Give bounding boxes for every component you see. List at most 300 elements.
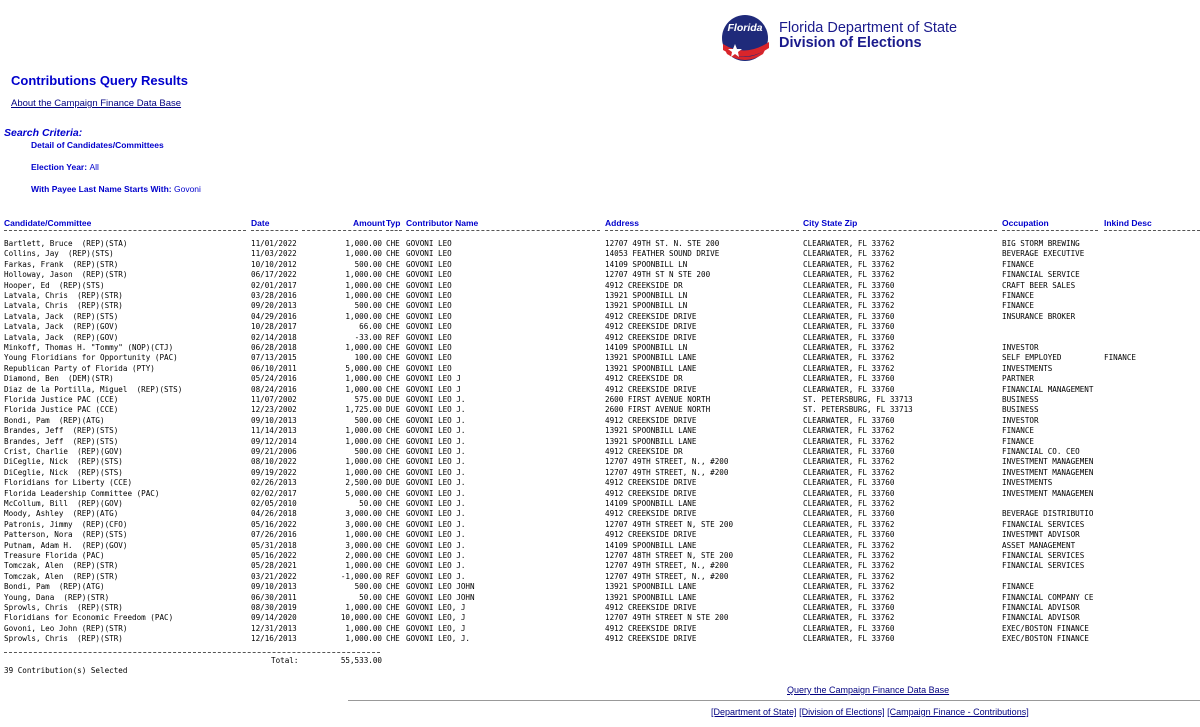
cell-amount: 2,500.00 xyxy=(345,478,382,488)
cell-occupation: INVESTMENTS xyxy=(1002,363,1053,373)
cell-occupation: FINANCE xyxy=(1002,259,1035,269)
col-header-contributor: Contributor Name xyxy=(406,218,479,228)
cell-city-state-zip: CLEARWATER, FL 33760 xyxy=(803,447,895,456)
page-title: Contributions Query Results xyxy=(11,73,188,88)
table-row xyxy=(0,301,1200,311)
cell-type: CHE xyxy=(386,384,400,394)
cell-type: CHE xyxy=(386,322,400,332)
table-row xyxy=(0,509,1200,519)
cell-candidate: Young Floridians for Opportunity (PAC) xyxy=(4,353,178,363)
footer-nav xyxy=(711,707,1029,717)
cell-candidate: Floridians for Liberty (CCE) xyxy=(4,478,133,488)
cell-candidate: Sprowls, Chris (REP)(STR) xyxy=(4,603,123,612)
header-divider xyxy=(1104,230,1200,231)
cell-city-state-zip: CLEARWATER, FL 33760 xyxy=(803,322,895,332)
cell-city-state-zip: CLEARWATER, FL 33762 xyxy=(803,363,895,373)
cell-date: 02/26/2013 xyxy=(251,478,297,488)
cell-occupation: FINANCIAL SERVICE xyxy=(1002,270,1080,280)
table-row xyxy=(0,416,1200,426)
cell-occupation: FINANCIAL MANAGEMENT xyxy=(1002,384,1094,394)
cell-date: 08/10/2022 xyxy=(251,457,297,467)
cell-contributor: GOVONI LEO JOHN xyxy=(406,592,475,602)
cell-city-state-zip: CLEARWATER, FL 33762 xyxy=(803,519,895,529)
cell-type: CHE xyxy=(386,582,400,592)
cell-date: 02/01/2017 xyxy=(251,280,297,290)
table-row xyxy=(0,624,1200,634)
header-divider xyxy=(4,230,246,231)
cell-address: 12707 49TH STREET N, STE 200 xyxy=(605,519,734,529)
cell-city-state-zip: CLEARWATER, FL 33762 xyxy=(803,561,895,571)
cell-city-state-zip: CLEARWATER, FL 33760 xyxy=(803,415,895,425)
cell-type: CHE xyxy=(386,519,400,529)
cell-contributor: GOVONI LEO xyxy=(406,343,452,352)
cell-address: 4912 CREEKSIDE DRIVE xyxy=(605,322,697,332)
cell-address: 12707 49TH STREET, N., #200 xyxy=(605,467,729,477)
florida-dos-logo xyxy=(717,14,957,64)
cell-contributor: GOVONI LEO xyxy=(406,270,452,280)
campaign-finance-contributions-link[interactable]: [Campaign Finance - Contributions] xyxy=(887,707,1029,717)
cell-type: DUE xyxy=(386,478,400,488)
cell-occupation: INVESTMNT ADVISOR xyxy=(1002,530,1080,540)
cell-date: 03/21/2022 xyxy=(251,571,297,581)
cell-city-state-zip: CLEARWATER, FL 33760 xyxy=(803,530,895,540)
cell-date: 02/05/2010 xyxy=(251,499,297,508)
cell-amount: 5,000.00 xyxy=(345,488,382,498)
cell-city-state-zip: CLEARWATER, FL 33762 xyxy=(803,301,895,311)
cell-contributor: GOVONI LEO J. xyxy=(406,499,466,508)
table-row xyxy=(0,561,1200,571)
division-name: Division of Elections xyxy=(779,35,922,51)
cell-date: 10/10/2012 xyxy=(251,259,297,269)
cell-contributor: GOVONI LEO J. xyxy=(406,540,466,550)
cell-contributor: GOVONI LEO J. xyxy=(406,509,466,519)
cell-date: 11/14/2013 xyxy=(251,426,297,436)
cell-address: 12707 49TH STREET N STE 200 xyxy=(605,613,729,623)
cell-candidate: Hooper, Ed (REP)(STS) xyxy=(4,280,105,290)
cell-address: 4912 CREEKSIDE DRIVE xyxy=(605,478,697,488)
col-header-occupation: Occupation xyxy=(1002,218,1049,228)
cell-occupation: BEVERAGE EXECUTIVE xyxy=(1002,249,1085,259)
cell-occupation: FINANCIAL COMPANY CE xyxy=(1002,592,1094,602)
cell-type: CHE xyxy=(386,239,400,248)
department-name: Florida Department of State xyxy=(779,20,958,36)
cell-date: 05/16/2022 xyxy=(251,551,297,560)
cell-type: CHE xyxy=(386,488,400,498)
cell-address: 14109 SPOONBILL LN xyxy=(605,343,688,352)
cell-contributor: GOVONI LEO J. xyxy=(406,478,466,488)
cell-amount: 3,000.00 xyxy=(345,519,382,529)
cell-amount: 1,000.00 xyxy=(345,374,382,384)
cell-address: 4912 CREEKSIDE DRIVE xyxy=(605,509,697,519)
cell-type: CHE xyxy=(386,249,400,259)
table-row xyxy=(0,343,1200,353)
cell-occupation: INSURANCE BROKER xyxy=(1002,311,1076,321)
table-row xyxy=(0,395,1200,405)
criteria-payee xyxy=(31,184,201,194)
cell-amount: -33.00 xyxy=(354,332,382,342)
cell-contributor: GOVONI LEO, J xyxy=(406,623,466,633)
cell-city-state-zip: CLEARWATER, FL 33760 xyxy=(803,311,895,321)
cell-amount: 575.00 xyxy=(354,395,382,404)
cell-type: CHE xyxy=(386,603,400,612)
cell-occupation: FINANCIAL SERVICES xyxy=(1002,519,1085,529)
cell-occupation: INVESTMENT MANAGEMEN xyxy=(1002,457,1094,467)
cell-candidate: Latvala, Jack (REP)(STS) xyxy=(4,311,119,321)
table-row xyxy=(0,385,1200,395)
payee-value: Govoni xyxy=(173,184,201,194)
table-row xyxy=(0,333,1200,343)
cell-contributor: GOVONI LEO J. xyxy=(406,436,466,446)
cell-address: 12707 49TH STREET, N., #200 xyxy=(605,561,729,571)
col-header-typ: Typ xyxy=(386,218,401,228)
cell-date: 11/01/2022 xyxy=(251,239,297,248)
cell-date: 12/16/2013 xyxy=(251,634,297,644)
cell-occupation: SELF EMPLOYED xyxy=(1002,353,1062,363)
cell-address: 13921 SPOONBILL LANE xyxy=(605,426,697,436)
cell-occupation: ASSET MANAGEMENT xyxy=(1002,540,1076,550)
cell-amount: 500.00 xyxy=(354,582,382,592)
cell-type: CHE xyxy=(386,447,400,456)
cell-address: 4912 CREEKSIDE DR xyxy=(605,374,683,384)
table-row xyxy=(0,239,1200,249)
cell-contributor: GOVONI LEO xyxy=(406,259,452,269)
cell-contributor: GOVONI LEO, J. xyxy=(406,634,471,644)
cell-amount: 3,000.00 xyxy=(345,509,382,519)
cell-candidate: Brandes, Jeff (REP)(STS) xyxy=(4,426,119,436)
cell-type: CHE xyxy=(386,457,400,467)
table-row xyxy=(0,489,1200,499)
table-row xyxy=(0,353,1200,363)
table-row xyxy=(0,468,1200,478)
table-row xyxy=(0,582,1200,592)
header-divider xyxy=(1002,230,1098,231)
cell-amount: 1,000.00 xyxy=(345,561,382,571)
cell-amount: 1,725.00 xyxy=(345,405,382,415)
cell-city-state-zip: CLEARWATER, FL 33760 xyxy=(803,332,895,342)
cell-amount: 500.00 xyxy=(354,301,382,311)
cell-contributor: GOVONI LEO J. xyxy=(406,426,466,436)
cell-amount: 5,000.00 xyxy=(345,363,382,373)
cell-occupation: FINANCE xyxy=(1002,436,1035,446)
cell-candidate: Latvala, Jack (REP)(GOV) xyxy=(4,322,119,332)
cell-date: 05/28/2021 xyxy=(251,561,297,571)
cell-candidate: Patterson, Nora (REP)(STS) xyxy=(4,530,128,540)
criteria-detail: Detail of Candidates/Committees xyxy=(31,140,164,150)
table-row xyxy=(0,613,1200,623)
table-row xyxy=(0,457,1200,467)
search-criteria-heading: Search Criteria: xyxy=(4,127,83,139)
cell-address: 14053 FEATHER SOUND DRIVE xyxy=(605,249,720,259)
cell-city-state-zip: CLEARWATER, FL 33762 xyxy=(803,499,895,508)
cell-contributor: GOVONI LEO J. xyxy=(406,488,466,498)
cell-occupation: CRAFT BEER SALES xyxy=(1002,280,1076,290)
cell-city-state-zip: CLEARWATER, FL 33760 xyxy=(803,509,895,519)
cell-contributor: GOVONI LEO xyxy=(406,363,452,373)
cell-candidate: Bondi, Pam (REP)(ATG) xyxy=(4,415,105,425)
cell-candidate: Holloway, Jason (REP)(STR) xyxy=(4,270,128,280)
table-row xyxy=(0,364,1200,374)
cell-contributor: GOVONI LEO xyxy=(406,332,452,342)
cell-amount: 1,000.00 xyxy=(345,623,382,633)
cell-amount: 3,000.00 xyxy=(345,540,382,550)
criteria-election-year xyxy=(31,162,99,172)
cell-occupation: INVESTMENT MANAGEMEN xyxy=(1002,467,1094,477)
cell-date: 07/26/2016 xyxy=(251,530,297,540)
cell-occupation: BUSINESS xyxy=(1002,395,1039,404)
cell-candidate: Treasure Florida (PAC) xyxy=(4,551,105,560)
cell-city-state-zip: CLEARWATER, FL 33762 xyxy=(803,249,895,259)
cell-occupation: FINANCIAL SERVICES xyxy=(1002,561,1085,571)
cell-occupation: INVESTMENT MANAGEMEN xyxy=(1002,488,1094,498)
cell-occupation: INVESTOR xyxy=(1002,343,1039,352)
cell-amount: 10,000.00 xyxy=(340,613,382,623)
cell-city-state-zip: CLEARWATER, FL 33762 xyxy=(803,571,895,581)
cell-occupation: INVESTOR xyxy=(1002,415,1039,425)
col-header-inkind: Inkind Desc xyxy=(1104,218,1152,228)
cell-type: CHE xyxy=(386,592,400,602)
cell-address: 2600 FIRST AVENUE NORTH xyxy=(605,395,711,404)
cell-city-state-zip: CLEARWATER, FL 33762 xyxy=(803,467,895,477)
cell-city-state-zip: CLEARWATER, FL 33762 xyxy=(803,426,895,436)
cell-city-state-zip: CLEARWATER, FL 33760 xyxy=(803,374,895,384)
cell-type: CHE xyxy=(386,426,400,436)
table-row xyxy=(0,593,1200,603)
header-divider xyxy=(605,230,799,231)
cell-date: 06/10/2011 xyxy=(251,363,297,373)
cell-amount: 1,000.00 xyxy=(345,384,382,394)
cell-address: 13921 SPOONBILL LN xyxy=(605,291,688,300)
cell-occupation: EXEC/BOSTON FINANCE xyxy=(1002,634,1089,644)
cell-occupation: BEVERAGE DISTRIBUTIO xyxy=(1002,509,1094,519)
cell-city-state-zip: CLEARWATER, FL 33760 xyxy=(803,634,895,644)
cell-contributor: GOVONI LEO xyxy=(406,249,452,259)
cell-address: 4912 CREEKSIDE DRIVE xyxy=(605,530,697,540)
cell-type: CHE xyxy=(386,311,400,321)
cell-candidate: Young, Dana (REP)(STR) xyxy=(4,592,110,602)
footer-divider xyxy=(348,700,1200,701)
table-row xyxy=(0,437,1200,447)
cell-candidate: Minkoff, Thomas H. "Tommy" (NOP)(CTJ) xyxy=(4,343,174,352)
cell-amount: 50.00 xyxy=(359,499,382,508)
cell-address: 4912 CREEKSIDE DRIVE xyxy=(605,415,697,425)
department-of-state-link[interactable]: [Department of State] xyxy=(711,707,797,717)
cell-city-state-zip: CLEARWATER, FL 33762 xyxy=(803,592,895,602)
cell-candidate: Florida Justice PAC (CCE) xyxy=(4,405,119,415)
cell-type: CHE xyxy=(386,291,400,300)
cell-address: 13921 SPOONBILL LN xyxy=(605,301,688,311)
cell-city-state-zip: CLEARWATER, FL 33760 xyxy=(803,280,895,290)
cell-contributor: GOVONI LEO J. xyxy=(406,405,466,415)
cell-amount: 500.00 xyxy=(354,259,382,269)
cell-occupation: PARTNER xyxy=(1002,374,1035,384)
cell-candidate: Moody, Ashley (REP)(ATG) xyxy=(4,509,119,519)
cell-city-state-zip: CLEARWATER, FL 33760 xyxy=(803,384,895,394)
cell-candidate: Bartlett, Bruce (REP)(STA) xyxy=(4,239,128,248)
cell-occupation: BIG STORM BREWING xyxy=(1002,239,1080,248)
cell-amount: 500.00 xyxy=(354,415,382,425)
cell-occupation: INVESTMENTS xyxy=(1002,478,1053,488)
col-header-candidate: Candidate/Committee xyxy=(4,218,92,228)
cell-address: 2600 FIRST AVENUE NORTH xyxy=(605,405,711,415)
cell-type: CHE xyxy=(386,499,400,508)
cell-address: 4912 CREEKSIDE DRIVE xyxy=(605,488,697,498)
cell-contributor: GOVONI LEO J. xyxy=(406,415,466,425)
cell-amount: 1,000.00 xyxy=(345,280,382,290)
cell-candidate: Farkas, Frank (REP)(STR) xyxy=(4,259,119,269)
cell-contributor: GOVONI LEO J. xyxy=(406,467,466,477)
total-value: 55,533.00 xyxy=(340,656,382,665)
cell-date: 02/02/2017 xyxy=(251,488,297,498)
cell-city-state-zip: CLEARWATER, FL 33760 xyxy=(803,478,895,488)
cell-address: 12707 49TH ST. N. STE 200 xyxy=(605,239,720,248)
cell-contributor: GOVONI LEO J. xyxy=(406,519,466,529)
table-row xyxy=(0,541,1200,551)
cell-address: 12707 49TH STREET, N., #200 xyxy=(605,571,729,581)
query-database-link[interactable]: Query the Campaign Finance Data Base xyxy=(787,685,950,695)
cell-type: CHE xyxy=(386,634,400,644)
cell-type: CHE xyxy=(386,259,400,269)
cell-candidate: Latvala, Chris (REP)(STR) xyxy=(4,301,123,311)
cell-occupation: FINANCE xyxy=(1002,301,1035,311)
cell-date: 02/14/2018 xyxy=(251,332,297,342)
cell-amount: 1,000.00 xyxy=(345,343,382,352)
cell-date: 06/28/2018 xyxy=(251,343,297,352)
cell-amount: 66.00 xyxy=(359,322,382,332)
cell-contributor: GOVONI LEO xyxy=(406,239,452,248)
cell-type: CHE xyxy=(386,280,400,290)
division-of-elections-link[interactable]: [Division of Elections] xyxy=(799,707,885,717)
cell-candidate: Floridians for Economic Freedom (PAC) xyxy=(4,613,174,623)
cell-type: CHE xyxy=(386,374,400,384)
cell-address: 13921 SPOONBILL LANE xyxy=(605,592,697,602)
table-row xyxy=(0,447,1200,457)
cell-date: 09/12/2014 xyxy=(251,436,297,446)
florida-seal-icon xyxy=(717,14,773,62)
cell-date: 09/20/2013 xyxy=(251,301,297,311)
cell-address: 13921 SPOONBILL LANE xyxy=(605,363,697,373)
cell-amount: 1,000.00 xyxy=(345,239,382,248)
cell-address: 4912 CREEKSIDE DRIVE xyxy=(605,311,697,321)
cell-candidate: Latvala, Jack (REP)(GOV) xyxy=(4,332,119,342)
cell-candidate: Collins, Jay (REP)(STS) xyxy=(4,249,114,259)
cell-address: 13921 SPOONBILL LANE xyxy=(605,436,697,446)
header-divider xyxy=(386,230,402,231)
cell-type: CHE xyxy=(386,301,400,311)
cell-occupation: FINANCE xyxy=(1002,582,1035,592)
cell-date: 12/31/2013 xyxy=(251,623,297,633)
cell-city-state-zip: ST. PETERSBURG, FL 33713 xyxy=(803,395,913,404)
cell-city-state-zip: CLEARWATER, FL 33762 xyxy=(803,270,895,280)
cell-type: REF xyxy=(386,332,400,342)
table-row xyxy=(0,405,1200,415)
cell-candidate: Tomczak, Alen (REP)(STR) xyxy=(4,571,119,581)
cell-date: 03/28/2016 xyxy=(251,291,297,300)
table-row xyxy=(0,249,1200,259)
total-label: Total: xyxy=(271,656,299,665)
cell-city-state-zip: CLEARWATER, FL 33760 xyxy=(803,488,895,498)
header-divider xyxy=(803,230,997,231)
cell-type: CHE xyxy=(386,415,400,425)
table-row xyxy=(0,634,1200,644)
cell-type: CHE xyxy=(386,436,400,446)
cell-amount: 1,000.00 xyxy=(345,634,382,644)
cell-city-state-zip: CLEARWATER, FL 33762 xyxy=(803,551,895,560)
cell-city-state-zip: CLEARWATER, FL 33762 xyxy=(803,613,895,623)
cell-type: REF xyxy=(386,571,400,581)
table-row xyxy=(0,312,1200,322)
cell-address: 4912 CREEKSIDE DR xyxy=(605,280,683,290)
cell-city-state-zip: CLEARWATER, FL 33762 xyxy=(803,457,895,467)
cell-contributor: GOVONI LEO J. xyxy=(406,447,466,456)
cell-candidate: Govoni, Leo John (REP)(STR) xyxy=(4,623,128,633)
cell-amount: 1,000.00 xyxy=(345,426,382,436)
cell-date: 09/10/2013 xyxy=(251,415,297,425)
cell-candidate: Diaz de la Portilla, Miguel (REP)(STS) xyxy=(4,384,183,394)
cell-city-state-zip: CLEARWATER, FL 33762 xyxy=(803,343,895,352)
cell-date: 09/10/2013 xyxy=(251,582,297,592)
cell-type: CHE xyxy=(386,343,400,352)
cell-city-state-zip: CLEARWATER, FL 33762 xyxy=(803,353,895,363)
cell-type: CHE xyxy=(386,530,400,540)
cell-type: CHE xyxy=(386,613,400,623)
selected-count: 39 Contribution(s) Selected xyxy=(4,666,128,675)
table-row xyxy=(0,520,1200,530)
cell-contributor: GOVONI LEO JOHN xyxy=(406,582,475,592)
cell-contributor: GOVONI LEO xyxy=(406,353,452,363)
cell-candidate: Putnam, Adam H. (REP)(GOV) xyxy=(4,540,128,550)
cell-contributor: GOVONI LEO xyxy=(406,280,452,290)
cell-candidate: Diamond, Ben (DEM)(STR) xyxy=(4,374,114,384)
cell-amount: 1,000.00 xyxy=(345,467,382,477)
cell-occupation: FINANCIAL ADVISOR xyxy=(1002,603,1080,612)
cell-contributor: GOVONI LEO xyxy=(406,311,452,321)
table-row xyxy=(0,322,1200,332)
header-divider xyxy=(302,230,382,231)
cell-address: 4912 CREEKSIDE DR xyxy=(605,447,683,456)
cell-contributor: GOVONI LEO xyxy=(406,301,452,311)
table-row xyxy=(0,530,1200,540)
cell-occupation: FINANCE xyxy=(1002,426,1035,436)
table-row xyxy=(0,499,1200,509)
cell-date: 08/24/2016 xyxy=(251,384,297,394)
cell-amount: -1,000.00 xyxy=(340,571,382,581)
cell-inkind: FINANCE xyxy=(1104,353,1137,363)
cell-amount: 1,000.00 xyxy=(345,436,382,446)
cell-amount: 1,000.00 xyxy=(345,457,382,467)
cell-candidate: Tomczak, Alen (REP)(STR) xyxy=(4,561,119,571)
cell-address: 14109 SPOONBILL LN xyxy=(605,259,688,269)
cell-address: 12707 48TH STREET N, STE 200 xyxy=(605,551,734,560)
cell-occupation: EXEC/BOSTON FINANCE xyxy=(1002,623,1089,633)
cell-date: 12/23/2002 xyxy=(251,405,297,415)
cell-contributor: GOVONI LEO xyxy=(406,291,452,300)
about-database-link[interactable]: About the Campaign Finance Data Base xyxy=(11,98,182,109)
cell-city-state-zip: CLEARWATER, FL 33762 xyxy=(803,582,895,592)
cell-address: 13921 SPOONBILL LANE xyxy=(605,353,697,363)
cell-city-state-zip: CLEARWATER, FL 33762 xyxy=(803,239,895,248)
cell-candidate: Latvala, Chris (REP)(STR) xyxy=(4,291,123,300)
table-row xyxy=(0,478,1200,488)
cell-address: 4912 CREEKSIDE DRIVE xyxy=(605,384,697,394)
cell-amount: 1,000.00 xyxy=(345,603,382,612)
cell-date: 08/30/2019 xyxy=(251,603,297,612)
cell-type: DUE xyxy=(386,395,400,404)
logo-text: Florida xyxy=(727,22,763,34)
cell-contributor: GOVONI LEO, J xyxy=(406,603,466,612)
cell-candidate: DiCeglie, Nick (REP)(STS) xyxy=(4,457,123,467)
cell-date: 07/13/2015 xyxy=(251,353,297,363)
header-divider xyxy=(406,230,600,231)
